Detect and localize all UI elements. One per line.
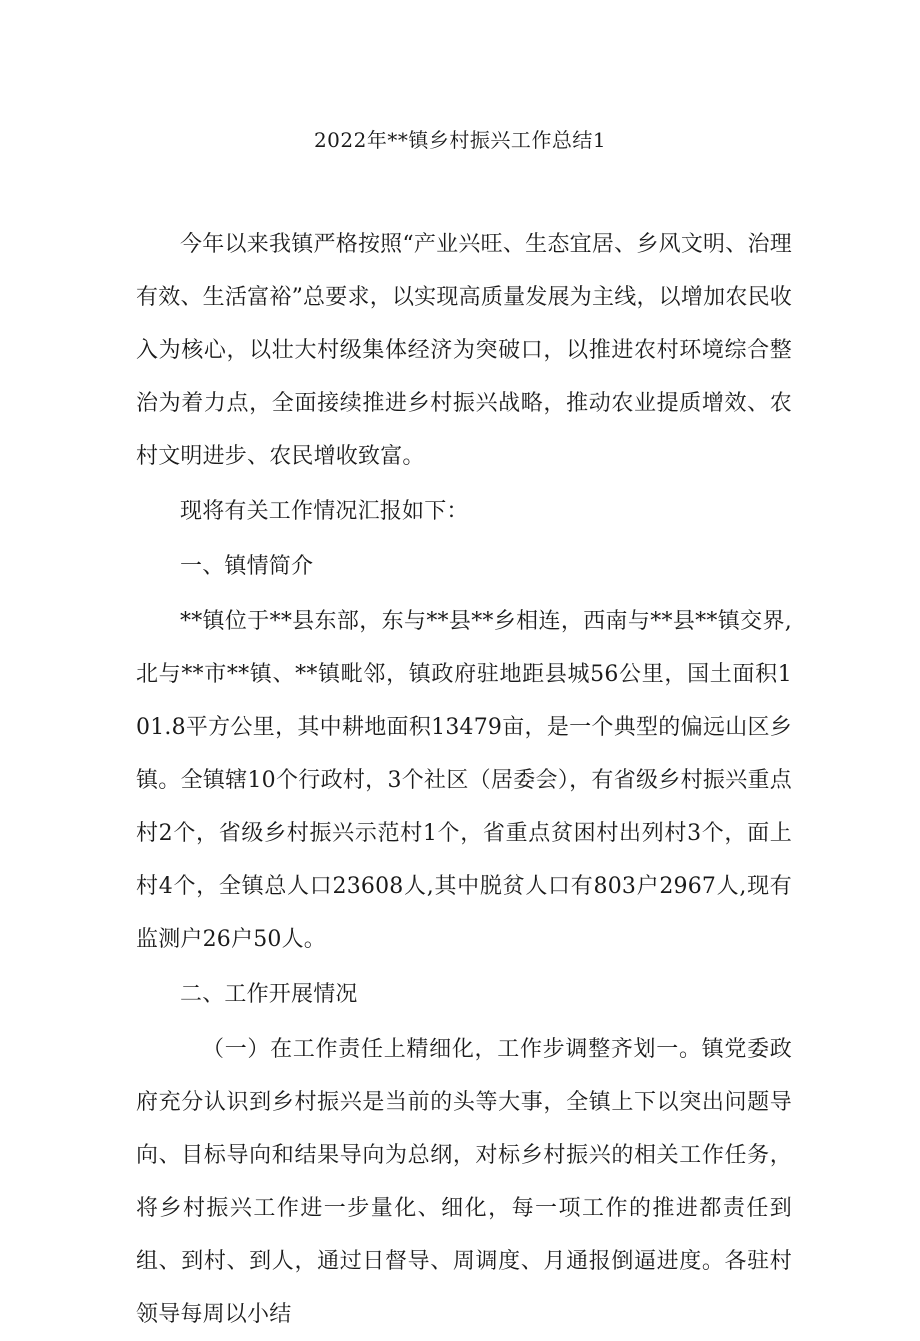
intro-paragraph: 今年以来我镇严格按照“产业兴旺、生态宜居、乡风文明、治理有效、生活富裕”总要求，以实现高质量发展为主线，以增加农民收入为核心，以壮大村级集体经济为突破口，以推进农村环境综合整治为着力点，全面接续推进乡村振兴战略，推动农业提质增效、农村文明进步、农民增收致富。 [136, 232, 792, 469]
document-title: 2022年**镇乡村振兴工作总结1 [313, 128, 607, 152]
document-body [136, 218, 792, 1341]
section-heading-work-progress: 二、工作开展情况 [180, 982, 358, 1007]
report-lead-paragraph: 现将有关工作情况汇报如下： [180, 499, 469, 524]
town-overview-paragraph: **镇位于**县东部，东与**县**乡相连，西南与**县**镇交界,北与**市**镇、**镇毗邻，镇政府驻地距县城56公里，国土面积101.8平方公里，其中耕地面积13479亩，是一个典型的偏远山区乡镇。全镇辖10个行政村，3个社区（居委会），有省级乡村振兴重点村2个，省级乡村振兴示范村1个，省重点贫困村出列村3个，面上村4个，全镇总人口23608人,其中脱贫人口有803户2967人,现有监测户26户50人。 [136, 609, 792, 952]
section-heading-town-overview: 一、镇情简介 [180, 554, 314, 579]
work-progress-paragraph: （一）在工作责任上精细化，工作步调整齐划一。镇党委政府充分认识到乡村振兴是当前的头等大事，全镇上下以突出问题导向、目标导向和结果导向为总纲，对标乡村振兴的相关工作任务，将乡村振兴工作进一步量化、细化，每一项工作的推进都责任到组、到村、到人，通过日督导、周调度、月通报倒逼进度。各驻村领导每周以小结 [136, 1037, 792, 1327]
